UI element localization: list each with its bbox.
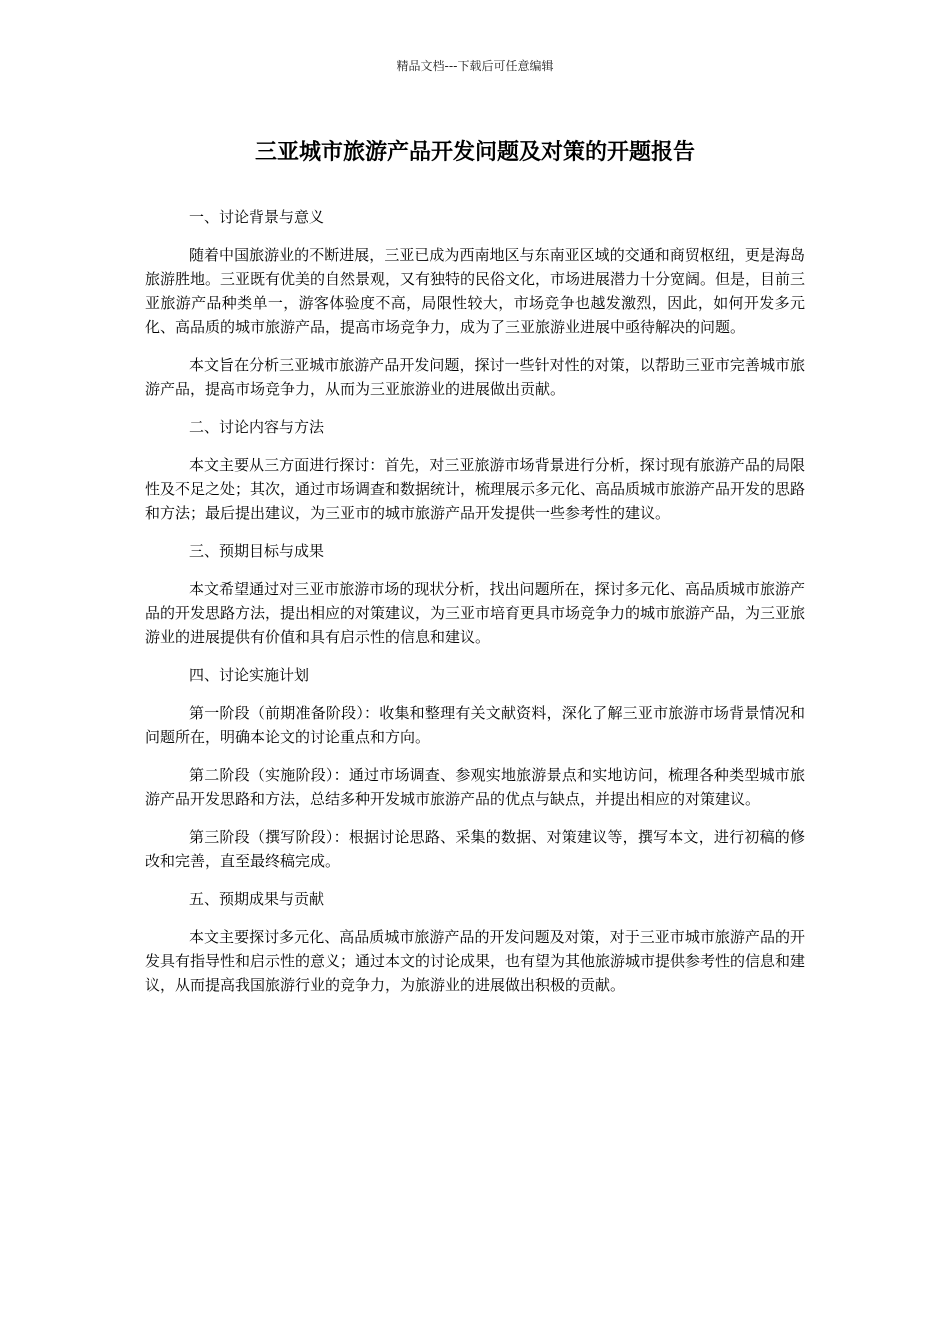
- section-heading: 二、讨论内容与方法: [189, 418, 325, 436]
- paragraph: 随着中国旅游业的不断进展，三亚已成为西南地区与东南亚区域的交通和商贸枢纽，更是海岛旅游胜地。三亚既有优美的自然景观，又有独特的民俗文化，市场进展潜力十分宽阔。但是，目前三亚旅游产品种类单一，游客体验度不高，局限性较大，市场竞争也越发激烈，因此，如何开发多元化、高品质的城市旅游产品，提高市场竞争力，成为了三亚旅游业进展中亟待解决的问题。: [145, 246, 806, 336]
- paragraph: 本文主要从三方面进行探讨：首先，对三亚旅游市场背景进行分析，探讨现有旅游产品的局限性及不足之处；其次，通过市场调查和数据统计，梳理展示多元化、高品质城市旅游产品开发的思路和方法；最后提出建议，为三亚市的城市旅游产品开发提供一些参考性的建议。: [145, 456, 806, 522]
- section-heading: 三、预期目标与成果: [189, 542, 325, 560]
- paragraph: 本文希望通过对三亚市旅游市场的现状分析，找出问题所在，探讨多元化、高品质城市旅游产品的开发思路方法，提出相应的对策建议，为三亚市培育更具市场竞争力的城市旅游产品，为三亚旅游业的进展提供有价值和具有启示性的信息和建议。: [145, 580, 806, 646]
- section-heading: 四、讨论实施计划: [189, 666, 310, 684]
- paragraph: 本文主要探讨多元化、高品质城市旅游产品的开发问题及对策，对于三亚市城市旅游产品的开发具有指导性和启示性的意义；通过本文的讨论成果，也有望为其他旅游城市提供参考性的信息和建议，从而提高我国旅游行业的竞争力，为旅游业的进展做出积极的贡献。: [145, 928, 806, 994]
- section-heading: 一、讨论背景与意义: [189, 208, 325, 226]
- paragraph: 第二阶段（实施阶段）：通过市场调查、参观实地旅游景点和实地访问，梳理各种类型城市旅游产品开发思路和方法，总结多种开发城市旅游产品的优点与缺点，并提出相应的对策建议。: [145, 766, 805, 808]
- section-heading: 五、预期成果与贡献: [189, 890, 325, 908]
- document-body: [145, 205, 805, 1011]
- header-note: 精品文档---下载后可任意编辑: [396, 59, 554, 73]
- document-title: 三亚城市旅游产品开发问题及对策的开题报告: [254, 140, 695, 165]
- paragraph: 本文旨在分析三亚城市旅游产品开发问题，探讨一些针对性的对策，以帮助三亚市完善城市旅游产品，提高市场竞争力，从而为三亚旅游业的进展做出贡献。: [145, 356, 805, 398]
- paragraph: 第一阶段（前期准备阶段）：收集和整理有关文献资料，深化了解三亚市旅游市场背景情况和问题所在，明确本论文的讨论重点和方向。: [145, 704, 805, 746]
- paragraph: 第三阶段（撰写阶段）：根据讨论思路、采集的数据、对策建议等，撰写本文，进行初稿的修改和完善，直至最终稿完成。: [145, 828, 805, 870]
